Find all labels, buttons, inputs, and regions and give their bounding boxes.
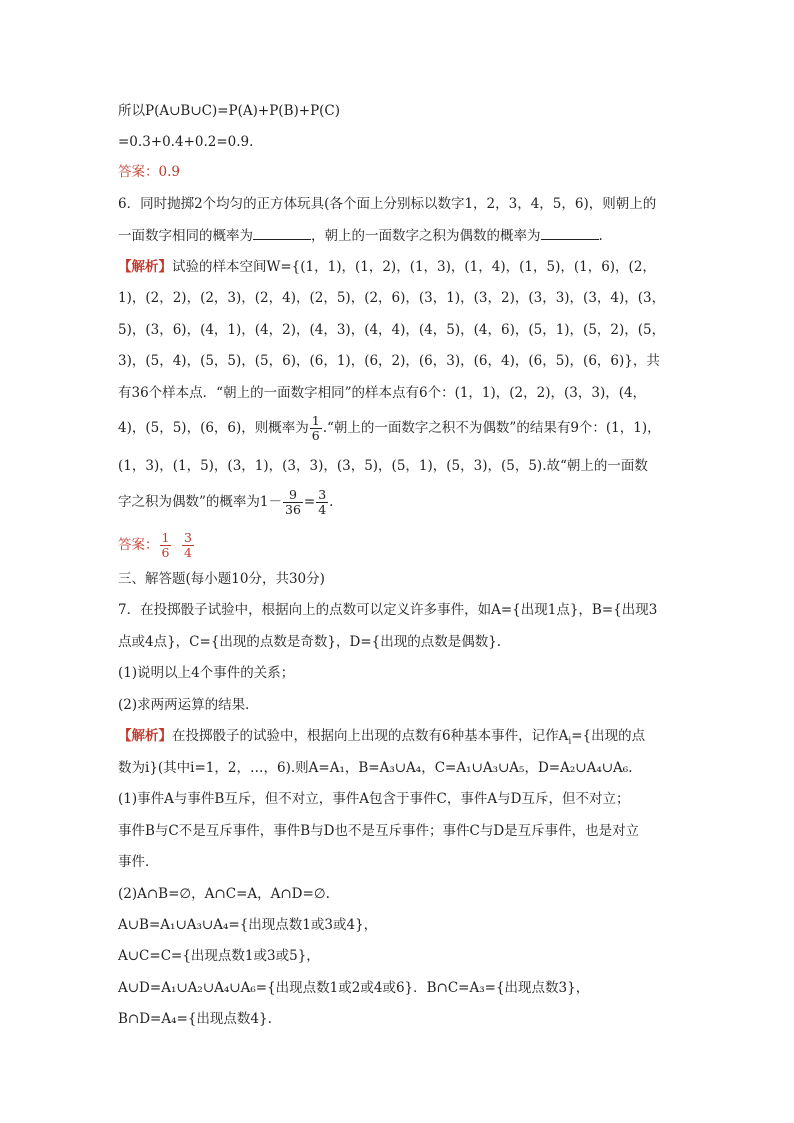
fraction-denominator: 6 — [311, 428, 320, 443]
question-7-line: 7．在投掷骰子试验中，根据向上的点数可以定义许多事件，如A={出现1点}，B={出现3 — [118, 602, 658, 618]
text-line: (1)事件A与事件B互斥，但不对立，事件A包含于事件C，事件A与D互斥，但不对立； — [118, 791, 630, 807]
text-line: 事件B与C不是互斥事件，事件B与D也不是互斥事件；事件C与D是互斥事件，也是对立 — [118, 823, 640, 839]
text-span: . — [329, 494, 334, 510]
text-line: 有36个样本点．“朝上的一面数字相同”的样本点有6个：(1，1)，(2，2)，(3，3)，(4， — [118, 385, 647, 401]
question-7-line: 点或4点}，C={出现的点数是奇数}，D={出现的点数是偶数}. — [118, 634, 502, 650]
answer-line — [118, 528, 195, 562]
text-line: =0.3+0.4+0.2=0.9. — [118, 134, 254, 150]
answer-blank — [253, 225, 311, 240]
subscript: i — [568, 736, 572, 747]
text-span: ，朝上的一面数字之积为偶数的概率为 — [311, 228, 541, 244]
text-span: .“朝上的一面数字之积不为偶数”的结果有9个：(1，1)， — [322, 420, 661, 436]
fraction-denominator: 4 — [184, 545, 192, 560]
text-line: 所以P(A∪B∪C)=P(A)+P(B)+P(C) — [118, 103, 341, 119]
fraction-numerator: 9 — [283, 488, 303, 503]
fraction-denominator: 4 — [318, 502, 327, 517]
text-span: 字之积为偶数”的概率为1－ — [118, 494, 282, 510]
text-line — [118, 413, 661, 443]
text-span: 一面数字相同的概率为 — [118, 228, 253, 244]
fraction — [182, 531, 194, 560]
fraction — [283, 488, 303, 517]
text-line: 1)，(2，2)，(2，3)，(2，4)，(2，5)，(2，6)，(3，1)，(3，2)，(3，3)，(3，4)，(3， — [118, 290, 666, 306]
text-line: 5)，(3，6)，(4，1)，(4，2)，(4，3)，(4，4)，(4，5)，(4，6)，(5，1)，(5，2)，(5， — [118, 322, 666, 338]
text-line: (2)A∩B=∅，A∩C=A，A∩D=∅. — [118, 886, 330, 902]
answer-label: 答案： — [118, 537, 159, 553]
answer-blank — [541, 225, 599, 240]
text-line — [118, 485, 333, 519]
text-line: 3)，(5，4)，(5，5)，(5，6)，(6，1)，(6，2)，(6，3)，(6，4)，(6，5)，(6，6)}，共 — [118, 353, 660, 369]
fraction — [160, 531, 172, 560]
analysis-line — [118, 257, 656, 277]
section-heading: 三、解答题(每小题10分，共30分) — [118, 571, 325, 587]
text-line: A∪C=C={出现点数1或3或5}， — [118, 948, 320, 964]
text-line: A∪B=A₁∪A₃∪A₄={出现点数1或3或4}， — [118, 917, 378, 933]
fraction — [310, 414, 322, 443]
text-span: 4)，(5，5)，(6，6)，则概率为 — [118, 420, 309, 436]
text-span: = — [303, 494, 316, 510]
fraction-denominator: 36 — [285, 502, 301, 517]
fraction-numerator: 3 — [318, 487, 327, 502]
text-span: . — [598, 228, 603, 244]
analysis-tag: 【解析】 — [118, 259, 172, 275]
text-line: 事件． — [118, 854, 159, 870]
question-6-line — [118, 225, 603, 246]
analysis-line — [118, 726, 645, 752]
text-span: ={出现的点 — [571, 728, 646, 744]
question-7-line: (2)求两两运算的结果． — [118, 697, 259, 713]
fraction-denominator: 6 — [161, 545, 170, 560]
text-line: A∪D=A₁∪A₂∪A₄∪A₆={出现点数1或2或4或6}．B∩C=A₃={出现点数3}， — [118, 980, 590, 996]
text-line: (1，3)，(1，5)，(3，1)，(3，3)，(3，5)，(5，1)，(5，3)，(5，5).故“朝上的一面数 — [118, 458, 648, 474]
text-line: 数为i}(其中i=1，2，…，6).则A=A₁，B=A₃∪A₄，C=A₁∪A₃∪A₅，D=A₂∪A₄∪A₆. — [118, 760, 633, 776]
text-span: 试验的样本空间W={(1，1)，(1，2)，(1，3)，(1，4)，(1，5)，(1，6)，(2， — [172, 259, 656, 275]
question-7-line: (1)说明以上4个事件的关系； — [118, 665, 295, 681]
analysis-tag: 【解析】 — [118, 728, 172, 744]
question-6-line: 6．同时抛掷2个均匀的正方体玩具(各个面上分别标以数字1，2，3，4，5，6)，则朝上的 — [118, 196, 657, 212]
text-span: 在投掷骰子的试验中，根据向上出现的点数有6种基本事件，记作A — [172, 728, 569, 744]
fraction-numerator: 1 — [161, 530, 170, 545]
fraction — [316, 488, 328, 517]
text-line: B∩D=A₄={出现点数4}. — [118, 1011, 272, 1027]
fraction-numerator: 1 — [311, 413, 320, 428]
fraction-numerator: 3 — [184, 530, 192, 545]
answer-line: 答案：0.9 — [118, 164, 180, 180]
